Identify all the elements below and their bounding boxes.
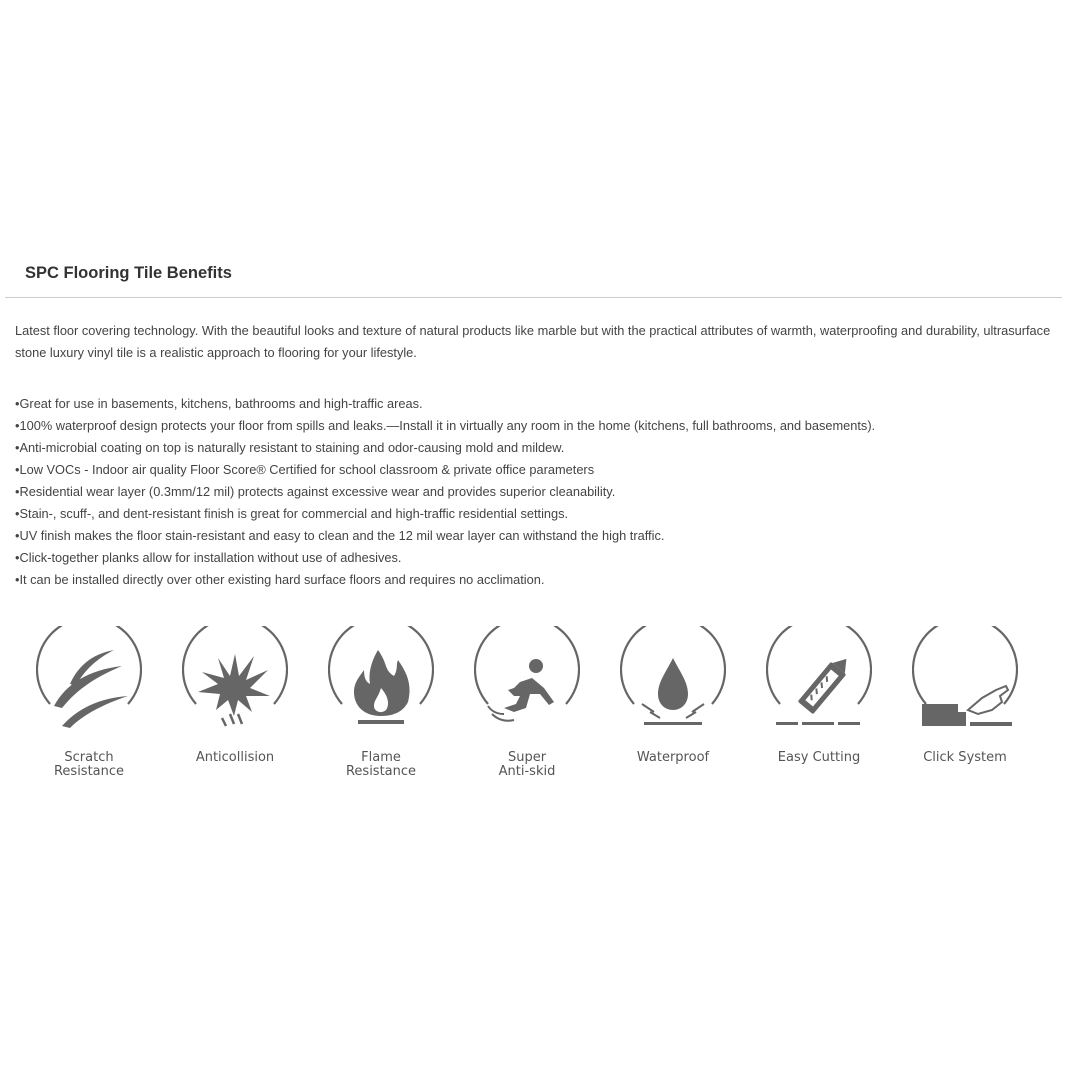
feature-easy-cutting — [746, 626, 892, 796]
feature-icons-row — [16, 626, 1056, 796]
feature-click-system — [892, 626, 1038, 796]
benefit-item: •Residential wear layer (0.3mm/12 mil) protects against excessive wear and provides superior cleanability. — [15, 484, 616, 499]
section-title: SPC Flooring Tile Benefits — [25, 264, 232, 282]
benefit-item: •Great for use in basements, kitchens, bathrooms and high-traffic areas. — [15, 396, 423, 411]
anticollision-icon — [182, 626, 288, 732]
feature-label: Scratch Resistance — [53, 750, 125, 779]
benefit-item: •It can be installed directly over other existing hard surface floors and requires no acclimation. — [15, 572, 545, 587]
intro-paragraph: Latest floor covering technology. With the beautiful looks and texture of natural products like marble but with the practical attributes of warmth, waterproofing and durability, ultrasurface stone luxury vinyl tile is a realistic approach to flooring for your lifestyle. — [15, 323, 1051, 360]
benefit-item: •Low VOCs - Indoor air quality Floor Score® Certified for school classroom & private office parameters — [15, 462, 595, 477]
feature-flame-resistance — [308, 626, 454, 796]
click-system-icon — [912, 626, 1018, 732]
feature-label: Click System — [923, 750, 1007, 765]
feature-waterproof — [600, 626, 746, 796]
feature-label: Waterproof — [636, 750, 710, 765]
scratch-icon — [36, 626, 142, 732]
easy-cutting-icon — [766, 626, 872, 732]
benefit-item: •Anti-microbial coating on top is naturally resistant to staining and odor-causing mold and mildew. — [15, 440, 565, 455]
anti-skid-icon — [474, 626, 580, 732]
benefit-item: •Click-together planks allow for installation without use of adhesives. — [15, 550, 402, 565]
waterproof-icon — [620, 626, 726, 732]
benefit-item: •UV finish makes the floor stain-resistant and easy to clean and the 12 mil wear layer can withstand the high traffic. — [15, 528, 665, 543]
feature-anticollision — [162, 626, 308, 796]
feature-super-anti-skid — [454, 626, 600, 796]
feature-label: Anticollision — [195, 750, 275, 765]
feature-label: Easy Cutting — [777, 750, 861, 765]
feature-label: Super Anti-skid — [498, 750, 556, 779]
flame-icon — [328, 626, 434, 732]
feature-label: Flame Resistance — [345, 750, 417, 779]
benefit-item: •Stain-, scuff-, and dent-resistant finish is great for commercial and high-traffic residential settings. — [15, 506, 569, 521]
benefit-item: •100% waterproof design protects your floor from spills and leaks.—Install it in virtually any room in the home (kitchens, full bathrooms, and basements). — [15, 418, 876, 433]
feature-scratch-resistance — [16, 626, 162, 796]
benefits-list — [15, 393, 1060, 591]
title-divider — [5, 297, 1062, 298]
